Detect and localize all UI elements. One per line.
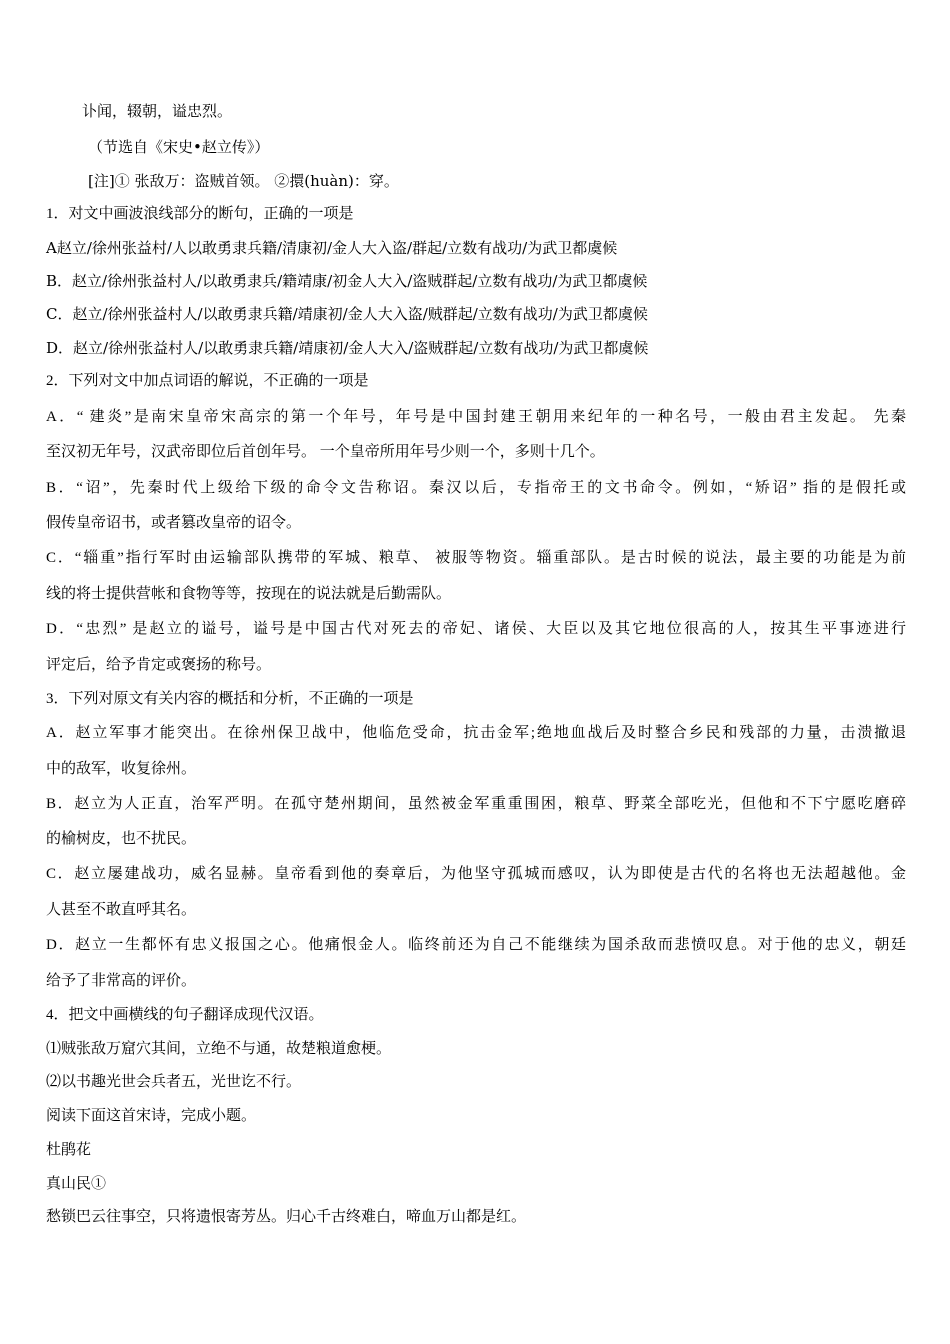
question-2-option-a-line1: A．“ 建炎”是南宋皇帝宋高宗的第一个年号，年号是中国封建王朝用来纪年的一种名号，一般由君主发起。 先秦 xyxy=(46,409,906,425)
question-3-option-c-line1: C．赵立屡建战功，威名显赫。皇帝看到他的奏章后，为他坚守孤城而感叹，认为即使是古代的名将也无法超越他。金 xyxy=(46,866,906,882)
question-2-option-d-line2: 评定后，给予肯定或褒扬的称号。 xyxy=(46,657,272,673)
question-3-option-c-line2: 人甚至不敢直呼其名。 xyxy=(46,902,197,918)
question-1-option-a: A赵立/徐州张益村/人以敢勇隶兵籍/清康初/金人大入盗/群起/立数有战功/为武卫都虞候 xyxy=(46,239,618,257)
question-3-option-a-line1: A．赵立军事才能突出。在徐州保卫战中，他临危受命，抗击金军;绝地血战后及时整合乡民和残部的力量，击溃撤退 xyxy=(46,725,906,741)
question-2-option-c-line1: C．“辎重”指行军时由运输部队携带的军城、粮草、 被服等物资。辎重部队。是古时候的说法，最主要的功能是为前 xyxy=(46,550,906,566)
passage-note: [注]① 张敌万：盗贼首领。 ②擐(huàn)：穿。 xyxy=(88,172,399,190)
question-2-option-c-line2: 线的将士提供营帐和食物等等，按现在的说法就是后勤需队。 xyxy=(46,586,452,602)
question-3-option-d-line2: 给予了非常高的评价。 xyxy=(46,973,197,989)
question-2-stem: 2．下列对文中加点词语的解说，不正确的一项是 xyxy=(46,373,369,389)
passage-ending: 讣闻，辍朝，谥忠烈。 xyxy=(82,102,233,120)
question-4-sentence-1: ⑴贼张敌万窟穴其间，立绝不与通，故楚粮道愈梗。 xyxy=(46,1041,392,1057)
question-2-option-d-line1: D．“忠烈” 是赵立的谥号，谥号是中国古代对死去的帝妃、诸侯、大臣以及其它地位很高的人，按其生平事迹进行 xyxy=(46,621,906,637)
question-4-stem: 4．把文中画横线的句子翻译成现代汉语。 xyxy=(46,1007,324,1023)
question-3-option-b-line1: B．赵立为人正直，治军严明。在孤守楚州期间，虽然被金军重重围困，粮草、野菜全部吃光，但他和不下宁愿吃磨碎 xyxy=(46,796,906,812)
question-3-stem: 3．下列对原文有关内容的概括和分析，不正确的一项是 xyxy=(46,691,414,707)
passage-source: （节选自《宋史•赵立传》） xyxy=(88,138,270,156)
poem-title: 杜鹃花 xyxy=(46,1140,92,1158)
question-3-option-a-line2: 中的敌军，收复徐州。 xyxy=(46,761,197,777)
question-3-option-d-line1: D．赵立一生都怀有忠义报国之心。他痛恨金人。临终前还为自己不能继续为国杀敌而悲愤叹息。对于他的忠义，朝廷 xyxy=(46,937,906,953)
poem-author: 真山民① xyxy=(46,1174,107,1192)
poem-intro: 阅读下面这首宋诗，完成小题。 xyxy=(46,1108,257,1124)
question-1-option-c: C．赵立/徐州张益村人/以敢勇隶兵籍/靖康初/金人大入盗/贼群起/立数有战功/为武卫都虞候 xyxy=(46,305,648,323)
question-1-option-b: B．赵立/徐州张益村人/以敢勇隶兵/籍靖康/初金人大入/盗贼群起/立数有战功/为武卫都虞候 xyxy=(46,272,648,290)
question-2-option-b-line2: 假传皇帝诏书，或者篡改皇帝的诏令。 xyxy=(46,515,302,531)
question-1-stem: 1．对文中画波浪线部分的断句，正确的一项是 xyxy=(46,206,354,222)
question-2-option-b-line1: B．“诏”，先秦时代上级给下级的命令文告称诏。秦汉以后，专指帝王的文书命令。例如，“矫诏” 指的是假托或 xyxy=(46,480,906,496)
question-3-option-b-line2: 的榆树皮，也不扰民。 xyxy=(46,831,197,847)
question-2-option-a-line2: 至汉初无年号，汉武帝即位后首创年号。 一个皇帝所用年号少则一个，多则十几个。 xyxy=(46,444,605,460)
question-4-sentence-2: ⑵以书趣光世会兵者五，光世讫不行。 xyxy=(46,1074,302,1090)
poem-body: 愁锁巴云往事空，只将遗恨寄芳丛。归心千古终难白，啼血万山都是红。 xyxy=(46,1207,527,1225)
question-1-option-d: D．赵立/徐州张益村人/以敢勇隶兵籍/靖康初/金人大入/盗贼群起/立数有战功/为武卫都虞候 xyxy=(46,339,649,357)
